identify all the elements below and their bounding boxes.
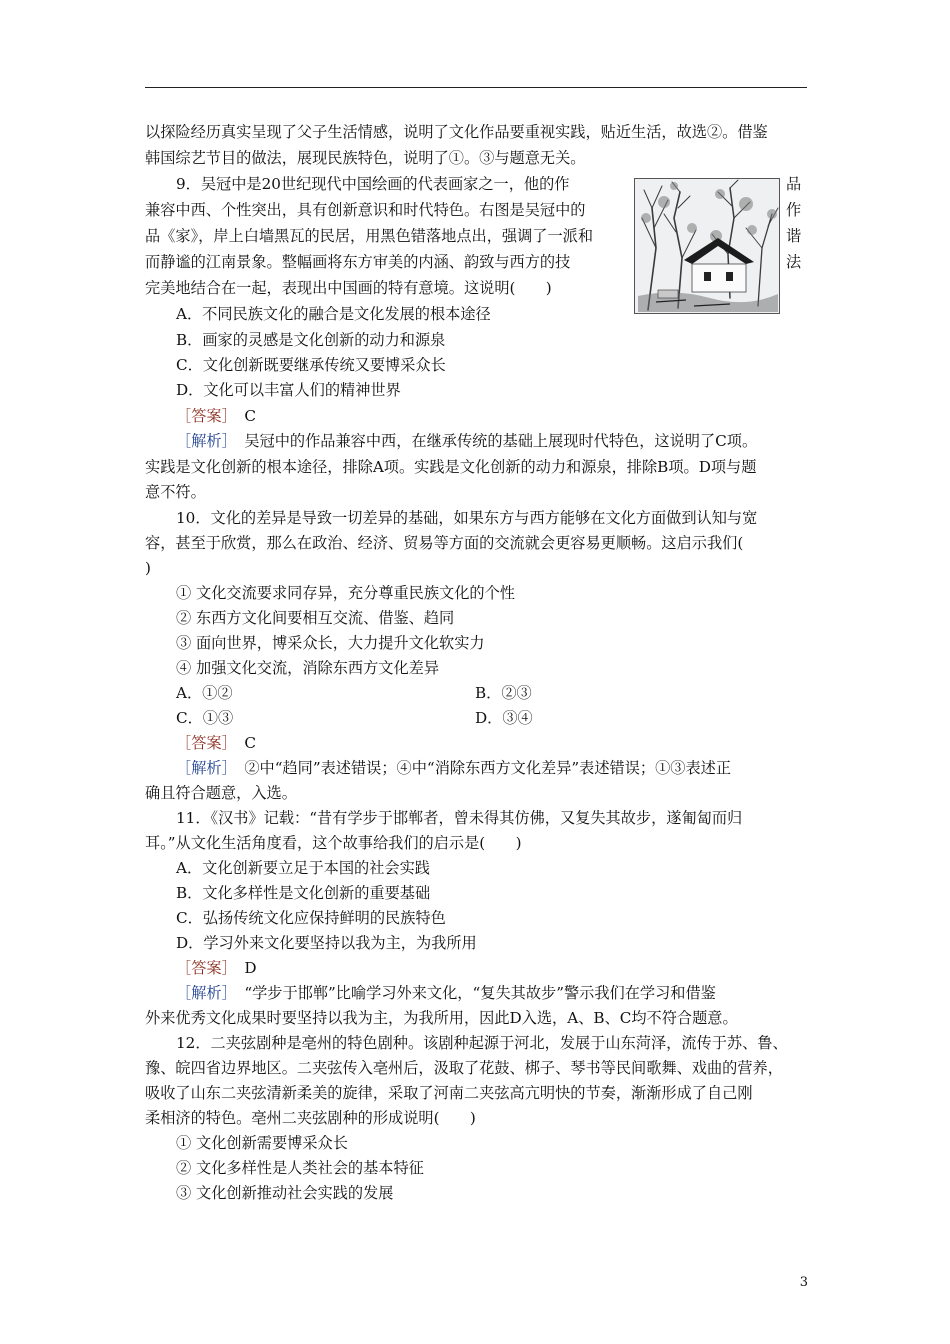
side-char: 品	[786, 175, 802, 193]
text-line	[176, 711, 233, 726]
line-text: 11．《汉书》记载：“昔有学步于邯郸者，曾未得其仿佛，又复失其故步，遂匍匐而归	[176, 809, 743, 827]
text-line	[176, 886, 430, 901]
text-line	[176, 861, 430, 876]
line-text: C．①③	[176, 709, 234, 727]
text-line	[176, 661, 439, 676]
answer-tag: ［答案］	[176, 407, 230, 425]
analysis-line	[176, 761, 731, 776]
line-text: 吴冠中的作品兼容中西，在继承传统的基础上展现时代特色，这说明了C项。	[229, 432, 758, 450]
answer-tag: ［答案］	[176, 959, 230, 977]
line-text: 耳。”从文化生活角度看，这个故事给我们的启示是( )	[145, 834, 522, 852]
header-rule	[145, 87, 807, 88]
line-text: 外来优秀文化成果时要坚持以我为主，为我所用，因此D入选，A、B、C均不符合题意。	[145, 1009, 738, 1027]
text-line	[145, 229, 593, 244]
line-text: ③ 文化创新推动社会实践的发展	[176, 1184, 394, 1202]
line-text: D	[229, 959, 257, 977]
line-text: C	[229, 407, 256, 425]
line-text: 兼容中西、个性突出，具有创新意识和时代特色。右图是吴冠中的	[145, 201, 586, 219]
analysis-line	[176, 434, 757, 449]
text-line	[145, 485, 206, 500]
text-line	[176, 333, 445, 348]
line-text: A．文化创新要立足于本国的社会实践	[176, 859, 430, 877]
line-text: 而静谧的江南景象。整幅画将东方审美的内涵、韵致与西方的技	[145, 253, 571, 271]
line-text: )	[145, 559, 151, 577]
answer-tag: ［答案］	[176, 734, 230, 752]
text-line	[145, 836, 522, 851]
text-line	[176, 1161, 424, 1176]
line-text: 韩国综艺节目的做法，展现民族特色，说明了①。③与题意无关。	[145, 149, 586, 167]
text-line	[145, 203, 585, 218]
text-line	[176, 586, 515, 601]
answer-line	[176, 409, 256, 424]
line-text: 10．文化的差异是导致一切差异的基础，如果东方与西方能够在文化方面做到认知与宽	[176, 509, 758, 527]
text-line	[176, 1186, 393, 1201]
text-line	[145, 1011, 738, 1026]
line-text: ② 文化多样性是人类社会的基本特征	[176, 1159, 424, 1177]
text-line	[145, 536, 743, 551]
line-text: ②中“趋同”表述错误；④中“消除东西方文化差异”表述错误；①③表述正	[229, 759, 732, 777]
line-text: 确且符合题意，入选。	[145, 784, 297, 802]
line-text: 9．吴冠中是20世纪现代中国绘画的代表画家之一，他的作	[176, 175, 570, 193]
line-text: 豫、皖四省边界地区。二夹弦传入亳州后，汲取了花鼓、梆子、琴书等民间歌舞、戏曲的营养，	[145, 1059, 783, 1077]
text-line	[145, 561, 151, 576]
text-line	[475, 686, 532, 701]
text-line	[145, 460, 756, 475]
text-line	[176, 307, 491, 322]
text-line	[176, 686, 233, 701]
side-char: 谐	[786, 227, 802, 245]
line-text: D．文化可以丰富人们的精神世界	[176, 381, 401, 399]
text-line	[176, 358, 446, 373]
line-text: ④ 加强文化交流，消除东西方文化差异	[176, 659, 440, 677]
line-text: ③ 面向世界，博采众长，大力提升文化软实力	[176, 634, 485, 652]
text-line	[176, 383, 401, 398]
painting-home-image	[634, 178, 780, 314]
text-line	[176, 811, 742, 826]
analysis-tag: ［解析］	[176, 432, 230, 450]
text-line	[145, 786, 297, 801]
text-line	[145, 1061, 783, 1076]
analysis-line	[176, 986, 716, 1001]
line-text: C．文化创新既要继承传统又要博采众长	[176, 356, 446, 374]
line-text: 12．二夹弦剧种是亳州的特色剧种。该剧种起源于河北，发展于山东菏泽，流传于苏、鲁、	[176, 1034, 788, 1052]
side-char: 法	[786, 253, 802, 271]
line-text: ① 文化创新需要博采众长	[176, 1134, 348, 1152]
line-text: 实践是文化创新的根本途径，排除A项。实践是文化创新的动力和源泉，排除B项。D项与题	[145, 458, 757, 476]
line-text: D．学习外来文化要坚持以我为主，为我所用	[176, 934, 477, 952]
text-line	[145, 1086, 753, 1101]
text-line	[176, 1036, 788, 1051]
text-line	[475, 711, 533, 726]
line-text: 意不符。	[145, 483, 206, 501]
line-text: ① 文化交流要求同存异，充分尊重民族文化的个性	[176, 584, 515, 602]
page-number: 3	[799, 1275, 808, 1290]
text-line	[145, 1111, 476, 1126]
line-text: C	[229, 734, 256, 752]
text-line	[145, 151, 585, 166]
line-text: 品《家》，岸上白墙黑瓦的民居，用黑色错落地点出，强调了一派和	[145, 227, 594, 245]
line-text: B．文化多样性是文化创新的重要基础	[176, 884, 431, 902]
line-text: B．画家的灵感是文化创新的动力和源泉	[176, 331, 446, 349]
line-text: 以探险经历真实呈现了父子生活情感，说明了文化作品要重视实践，贴近生活，故选②。借鉴	[145, 123, 768, 141]
text-line	[145, 125, 768, 140]
answer-line	[176, 961, 257, 976]
line-text: D．③④	[475, 709, 533, 727]
line-text: ② 东西方文化间要相互交流、借鉴、趋同	[176, 609, 455, 627]
side-char: 作	[786, 201, 802, 219]
text-line	[176, 911, 446, 926]
analysis-tag: ［解析］	[176, 759, 230, 777]
line-text: 容，甚至于欣赏，那么在政治、经济、贸易等方面的交流就会更容易更顺畅。这启示我们(	[145, 534, 744, 552]
line-text: 吸收了山东二夹弦清新柔美的旋律，采取了河南二夹弦高亢明快的节奏，渐渐形成了自己刚	[145, 1084, 753, 1102]
text-line	[145, 255, 570, 270]
text-line	[176, 511, 757, 526]
text-line	[145, 281, 552, 296]
text-line	[176, 177, 570, 192]
answer-line	[176, 736, 256, 751]
text-line	[176, 1136, 348, 1151]
line-text: “学步于邯郸”比喻学习外来文化，“复失其故步”警示我们在学习和借鉴	[229, 984, 716, 1002]
text-line	[176, 936, 477, 951]
text-line	[176, 636, 485, 651]
line-text: 柔相济的特色。亳州二夹弦剧种的形成说明( )	[145, 1109, 476, 1127]
line-text: C．弘扬传统文化应保持鲜明的民族特色	[176, 909, 446, 927]
analysis-tag: ［解析］	[176, 984, 230, 1002]
line-text: 完美地结合在一起，表现出中国画的特有意境。这说明( )	[145, 279, 552, 297]
text-line	[176, 611, 454, 626]
line-text: A．①②	[176, 684, 233, 702]
line-text: B．②③	[475, 684, 532, 702]
line-text: A．不同民族文化的融合是文化发展的根本途径	[176, 305, 491, 323]
